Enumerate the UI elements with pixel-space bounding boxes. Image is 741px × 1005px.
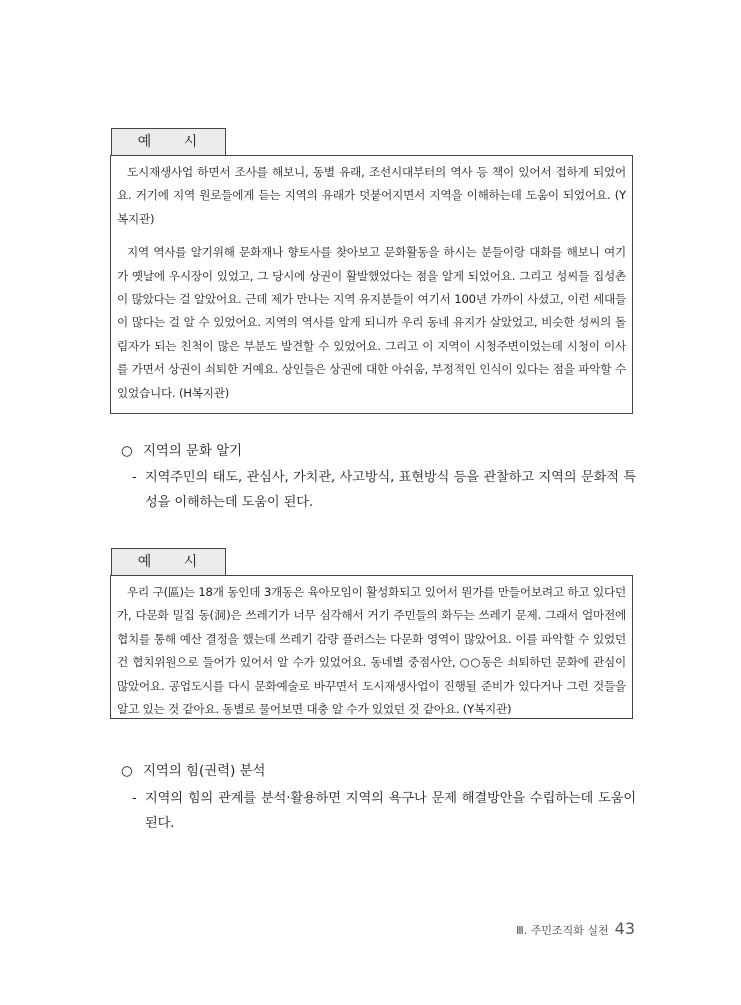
dash-bullet: - [132,791,137,806]
example-1-paragraph-2: 지역 역사를 알기위해 문화재나 향토사를 찾아보고 문화활동을 하시는 분들이랑 대화를 해보니 여기가 옛날에 우시장이 있었고, 그 당시에 상권이 활발했었다는 점을 알게 되었어요. 그리고 성씨들 집성촌이 많았다는 걸 알았어요. 근데 제가 만나는 지역 유지분들이 여기서 100년 가까이 사셨고, 이런 세대들이 많다는 걸 알 수 있었어요. 지역의 역사를 알게 되니까 우리 동네 유지가 살았었고, 비슷한 성씨의 돌림자가 되는 친척이 많은 부분도 발견할 수 있었어요. 그리고 이 지역이 시청주변이었는데 시청이 이사를 가면서 상권이 쇠퇴한 거예요. 상인들은 상권에 대한 아쉬움, 부정적인 인식이 있다는 점을 파악할 수 있었습니다. (H복지관) [117,245,626,400]
chapter-label: Ⅲ. 주민조직화 실천 [516,924,609,937]
section-title: 지역의 힘(권력) 분석 [143,764,266,779]
example-tab-2: 예 시 [111,548,226,575]
page-number: 43 [614,919,635,938]
example-tab-1: 예 시 [111,128,226,155]
section-description-text: 지역주민의 태도, 관심사, 가치관, 사고방식, 표현방식 등을 관찰하고 지역의 문화적 특성을 이해하는데 도움이 된다. [145,470,636,510]
section-heading-power [121,760,265,784]
example-box-1 [110,155,633,414]
section-description-text: 지역의 힘의 관계를 분석·활용하면 지역의 욕구나 문제 해결방안을 수립하는데 도움이 된다. [145,791,636,831]
circle-bullet-icon: ○ [121,764,133,779]
section-title: 지역의 문화 알기 [143,444,243,459]
section-description-power [132,786,636,836]
example-2-paragraph-1: 우리 구(區)는 18개 동인데 3개동은 육아모임이 활성화되고 있어서 뭔가를 만들어보려고 하고 있다던가, 다문화 밀집 동(洞)은 쓰레기가 너무 심각해서 거기 주민들의 화두는 쓰레기 문제. 그래서 얼마전에 협치를 통해 예산 결정을 했는데 쓰레기 감량 플러스는 다문화 영역이 많았어요. 이를 파악할 수 있었던 건 협치위원으로 들어가 있어서 알 수가 있었어요. 동네별 중점사안, ○○동은 쇠퇴하던 문화에 관심이 많았어요. 공업도시를 다시 문화예술로 바꾸면서 도시재생사업이 진행될 준비가 있다거나 그런 것들을 알고 있는 것 같아요. 동별로 물어보면 대충 알 수가 있었던 것 같아요. (Y복지관) [117,585,626,717]
section-description-culture [132,465,636,515]
section-heading-culture [121,440,242,464]
page-footer [516,919,635,938]
dash-bullet: - [132,470,137,485]
example-1-paragraph-1: 도시재생사업 하면서 조사를 해보니, 동별 유래, 조선시대부터의 역사 등 책이 있어서 접하게 되었어요. 거기에 지역 원로들에게 듣는 지역의 유래가 덧붙어지면서 지역을 이해하는데 도움이 되었어요. (Y복지관) [117,165,626,226]
circle-bullet-icon: ○ [121,444,133,459]
example-box-2 [110,575,633,719]
